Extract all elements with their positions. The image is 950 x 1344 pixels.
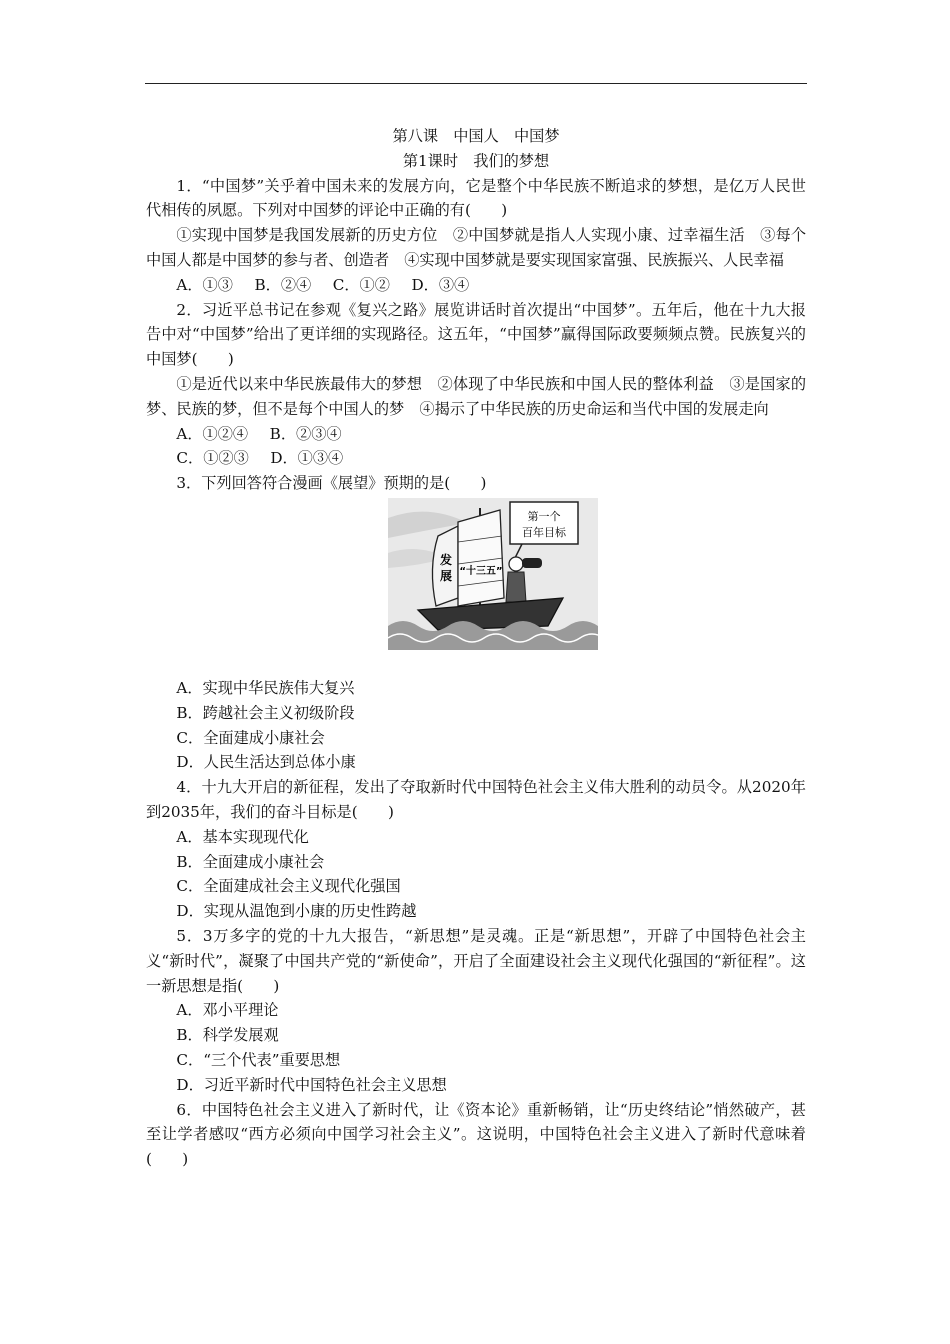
q1-option-d: D．③④ <box>411 275 470 294</box>
q2-option-d: D．①③④ <box>270 449 344 468</box>
binoculars-icon <box>522 558 542 568</box>
q4-option-c: C．全面建成社会主义现代化强国 <box>176 877 401 896</box>
q3-option-d: D．人民生活达到总体小康 <box>176 753 356 772</box>
q1-stem: 1．“中国梦”关乎着中国未来的发展方向，它是整个中华民族不断追求的梦想，是亿万人民世代相传的夙愿。下列对中国梦的评论中正确的有( ) <box>146 176 806 220</box>
sign-text-line2: 百年目标 <box>522 525 566 539</box>
q3-option-c: C．全面建成小康社会 <box>176 728 325 747</box>
q2-option-b: B．②③④ <box>269 424 342 443</box>
sign-text-line1: 第一个 <box>527 509 561 523</box>
q2-options-row1 <box>146 422 806 447</box>
sail-main <box>458 510 504 606</box>
q2-options-row2 <box>146 446 806 471</box>
header-rule <box>145 83 807 84</box>
q5-stem: 5．3万多字的党的十九大报告，“新思想”是灵魂。正是“新思想”，开辟了中国特色社会主义“新时代”，凝聚了中国共产党的“新使命”，开启了全面建设社会主义现代化强国的“新征程”。这一新思想是指( ) <box>146 926 806 995</box>
document-body <box>146 124 806 1172</box>
sail-text-13th: “十三五” <box>459 565 503 577</box>
q2-option-c: C．①②③ <box>176 449 249 468</box>
q4-option-d: D．实现从温饱到小康的历史性跨越 <box>176 902 417 921</box>
q3-option-a: A．实现中华民族伟大复兴 <box>176 678 355 697</box>
cartoon-zhanwang <box>388 498 598 650</box>
q4-option-b: B．全面建成小康社会 <box>176 852 325 871</box>
section-title: 第1课时 我们的梦想 <box>402 151 550 170</box>
q3-stem: 3．下列回答符合漫画《展望》预期的是( ) <box>176 474 487 493</box>
q2-option-a: A．①②④ <box>176 424 249 443</box>
q2-statements: ①是近代以来中华民族最伟大的梦想 ②体现了中华民族和中国人民的整体利益 ③是国家的梦、民族的梦，但不是每个中国人的梦 ④揭示了中华民族的历史命运和当代中国的发展走向 <box>146 374 806 418</box>
q1-statements: ①实现中国梦是我国发展新的历史方位 ②中国梦就是指人人实现小康、过幸福生活 ③每个中国人都是中国梦的参与者、创造者 ④实现中国梦就是要实现国家富强、民族振兴、人民幸福 <box>146 226 806 269</box>
q5-option-b: B．科学发展观 <box>176 1026 279 1045</box>
sail-text-fazhan-1: 发 <box>439 552 453 567</box>
q5-option-a: A．邓小平理论 <box>176 1001 279 1020</box>
q5-option-d: D．习近平新时代中国特色社会主义思想 <box>176 1075 447 1094</box>
q4-option-a: A．基本实现现代化 <box>176 827 309 846</box>
q1-option-b: B．②④ <box>254 275 312 294</box>
q5-option-c: C．“三个代表”重要思想 <box>176 1050 341 1069</box>
q3-option-b: B．跨越社会主义初级阶段 <box>176 703 355 722</box>
person-head <box>509 557 523 571</box>
q1-option-c: C．①② <box>332 275 390 294</box>
q6-stem: 6．中国特色社会主义进入了新时代，让《资本论》重新畅销，让“历史终结论”悄然破产，甚至让学者感叹“西方必须向中国学习社会主义”。这说明，中国特色社会主义进入了新时代意味着( ) <box>146 1100 806 1169</box>
q2-stem: 2．习近平总书记在参观《复兴之路》展览讲话时首次提出“中国梦”。五年后，他在十九大报告中对“中国梦”给出了更详细的实现路径。这五年，“中国梦”赢得国际政要频频点赞。民族复兴的中国梦( ) <box>146 300 806 369</box>
sail-text-fazhan-2: 展 <box>439 568 453 583</box>
q1-option-a: A．①③ <box>176 275 233 294</box>
q1-options <box>146 273 806 298</box>
lesson-title: 第八课 中国人 中国梦 <box>392 127 560 145</box>
cartoon-illustration <box>388 498 598 650</box>
q4-stem: 4．十九大开启的新征程，发出了夺取新时代中国特色社会主义伟大胜利的动员令。从2020年到2035年，我们的奋斗目标是( ) <box>146 778 806 821</box>
